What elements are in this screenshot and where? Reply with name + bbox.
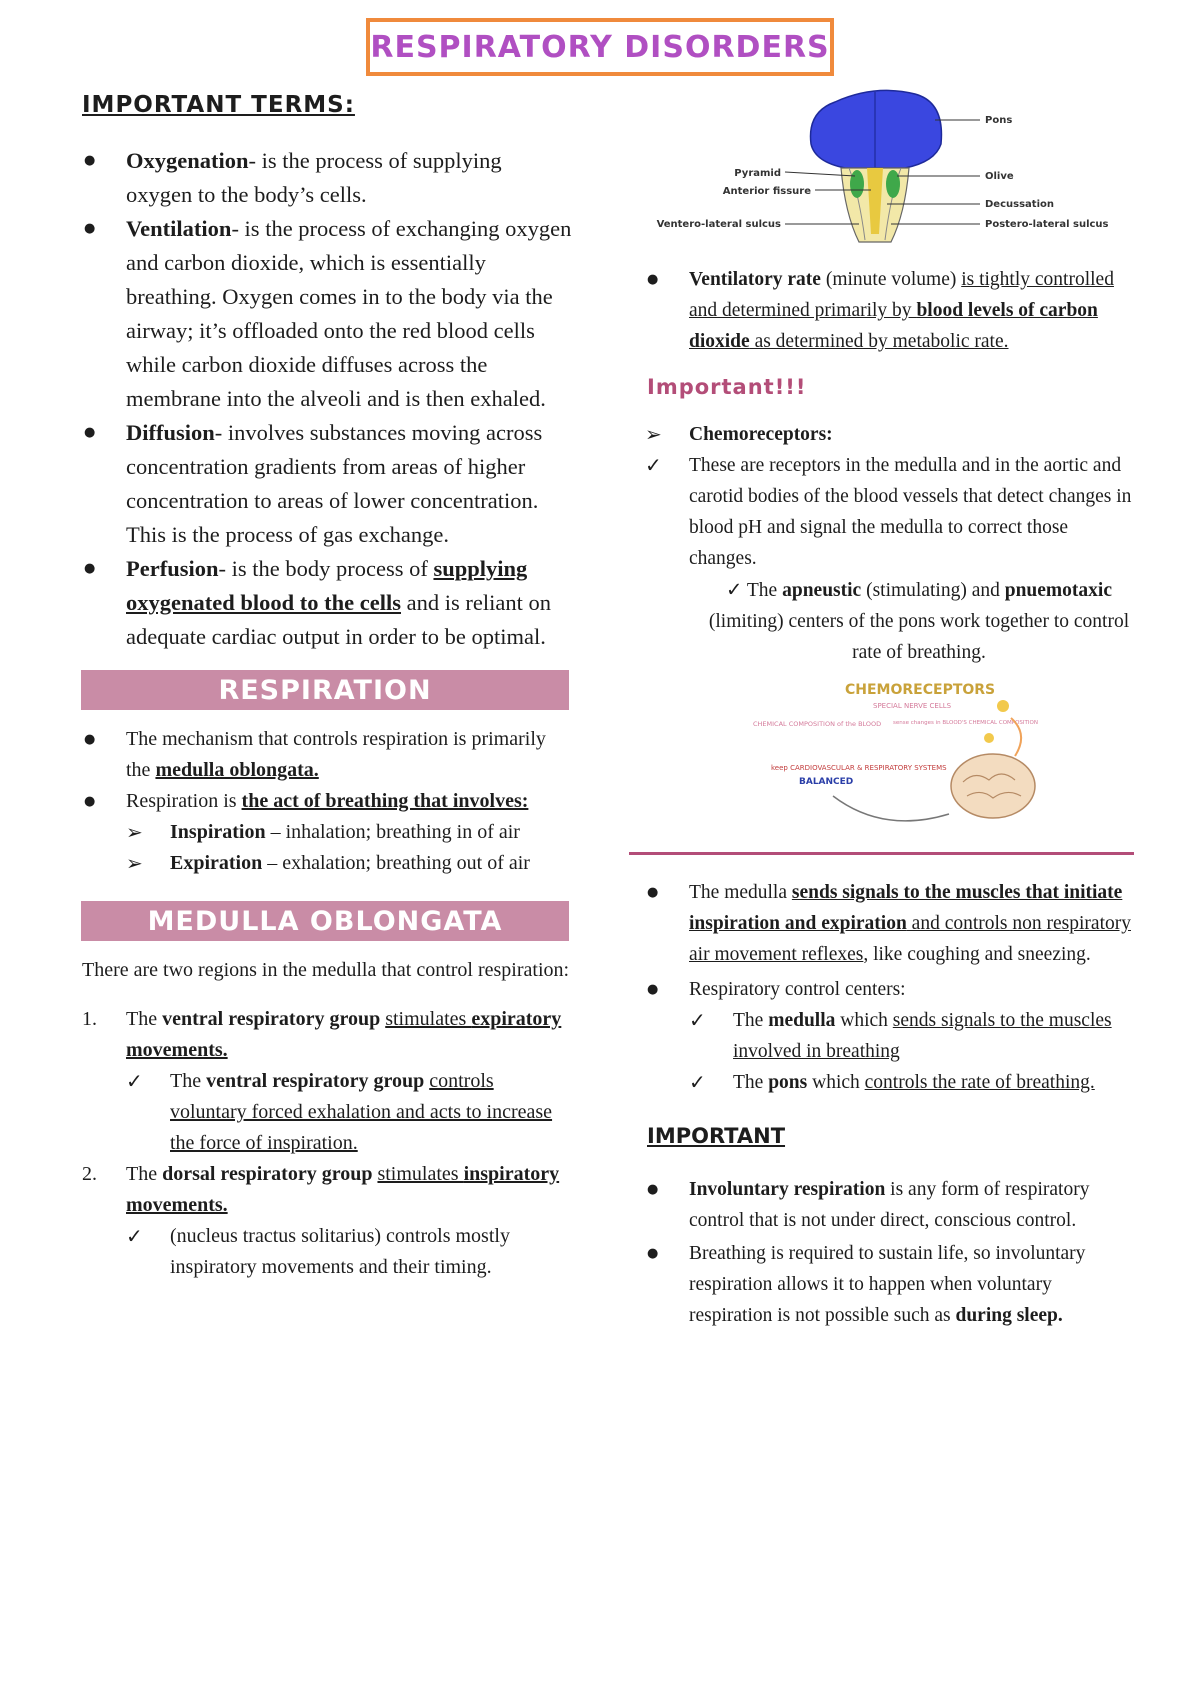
- inspiration-item: ➢ Inspiration – inhalation; breathing in of air: [126, 817, 572, 848]
- check-icon: ✓: [689, 1008, 706, 1032]
- arrow-bullet-icon: ➢: [645, 422, 662, 446]
- respiration-banner: RESPIRATION: [81, 670, 569, 710]
- term-ventilation: ● Ventilation- is the process of exchanging oxygen and carbon dioxide, which is essentially breathing. Oxygen comes in to the body via the airway; it’s offloaded onto the red blood cells while carbon dioxide diffuses across the membrane into the alveoli and is then exhaled.: [82, 212, 572, 416]
- check-icon: ✓: [126, 1224, 143, 1248]
- control-centers-item: ● Respiratory control centers: ✓ The medulla which sends signals to the muscles involved in breathing ✓ The pons which controls the rate of breathing.: [645, 974, 1135, 1098]
- left-column: [82, 88, 572, 1283]
- label-pyramid: Pyramid: [734, 168, 781, 179]
- terms-heading: IMPORTANT TERMS:: [82, 92, 355, 118]
- respiration-list: [82, 724, 572, 879]
- medulla-banner: MEDULLA OBLONGATA: [81, 901, 569, 941]
- chemo-text: ✓ These are receptors in the medulla and in the aortic and carotid bodies of the blood vessels that detect changes in blood pH and signal the medulla to correct those changes.: [645, 450, 1135, 574]
- check-icon: ✓: [126, 1069, 143, 1093]
- important-heading-1: Important!!!: [647, 375, 807, 399]
- brain-icon: [951, 754, 1035, 818]
- term-diffusion: ● Diffusion- involves substances moving across concentration gradients from areas of higher concentration to areas of lower concentration. This is the process of gas exchange.: [82, 416, 572, 552]
- brainstem-diagram: [635, 84, 1125, 254]
- ventral-sub-item: ✓ The ventral respiratory group controls voluntary forced exhalation and acts to increase the force of inspiration.: [126, 1066, 572, 1159]
- chemo-balanced: BALANCED: [799, 777, 854, 787]
- chemo-heading: ➢ Chemoreceptors:: [645, 419, 1135, 450]
- arrow-bullet-icon: ➢: [126, 851, 143, 875]
- chemoreceptors-block: [645, 419, 1135, 668]
- respiration-bullet-2: ● Respiration is the act of breathing that involves: ➢ Inspiration – inhalation; breathing in of air ➢ Expiration – exhalation; breathing out of air: [82, 786, 572, 879]
- terms-list: [82, 144, 572, 654]
- arrow-bullet-icon: ➢: [126, 820, 143, 844]
- medulla-signals-list: [645, 877, 1135, 1098]
- chemo-keep: keep CARDIOVASCULAR & RESPIRATORY SYSTEMS: [771, 764, 947, 772]
- medulla-signals-item: ● The medulla sends signals to the muscles that initiate inspiration and expiration and controls non respiratory air movement reflexes, like coughing and sneezing.: [645, 877, 1135, 970]
- label-postero-lateral: Postero-lateral sulcus: [985, 219, 1109, 230]
- ventilatory-rate-item: ● Ventilatory rate (minute volume) is tightly controlled and determined primarily by blood levels of carbon dioxide as determined by metabolic rate.: [645, 264, 1135, 357]
- ventral-group-item: 1. The ventral respiratory group stimulates expiratory movements. ✓ The ventral respiratory group controls voluntary forced exhalation and acts to increase the force of inspiration.: [82, 1004, 572, 1159]
- chemo-sense: sense changes in BLOOD'S CHEMICAL COMPOSITION: [893, 720, 1038, 726]
- respiration-bullet-1: ● The mechanism that controls respiration is primarily the medulla oblongata.: [82, 724, 572, 786]
- expiration-item: ➢ Expiration – exhalation; breathing out of air: [126, 848, 572, 879]
- label-anterior-fissure: Anterior fissure: [722, 186, 811, 197]
- ventilatory-list: [645, 264, 1135, 357]
- chemo-composition: CHEMICAL COMPOSITION of the BLOOD: [753, 720, 882, 728]
- medulla-list: [82, 1004, 572, 1283]
- chemo-sub: ✓ The apneustic (stimulating) and pnuemotaxic (limiting) centers of the pons work together to control rate of breathing.: [708, 578, 1130, 663]
- involuntary-list: [645, 1174, 1135, 1331]
- medulla-intro: There are two regions in the medulla that control respiration:: [82, 959, 570, 981]
- label-ventero-lateral: Ventero-lateral sulcus: [656, 219, 781, 230]
- right-column: [645, 84, 1135, 1331]
- chemo-special-cells: SPECIAL NERVE CELLS: [873, 702, 952, 710]
- page-title: RESPIRATORY DISORDERS: [366, 18, 834, 76]
- center-medulla: ✓ The medulla which sends signals to the muscles involved in breathing: [689, 1005, 1135, 1067]
- important-heading-2: IMPORTANT: [647, 1124, 786, 1148]
- label-pons: Pons: [985, 115, 1013, 126]
- sleep-item: ● Breathing is required to sustain life, so involuntary respiration allows it to happen when voluntary respiration is not possible such as during sleep.: [645, 1238, 1135, 1331]
- dorsal-sub-item: ✓ (nucleus tractus solitarius) controls mostly inspiratory movements and their timing.: [126, 1221, 572, 1283]
- check-icon: ✓: [726, 578, 743, 601]
- section-divider: [629, 852, 1134, 855]
- check-icon: ✓: [645, 453, 662, 477]
- term-perfusion: ● Perfusion- is the body process of supplying oxygenated blood to the cells and is reliant on adequate cardiac output in order to be optimal.: [82, 552, 572, 654]
- label-decussation: Decussation: [985, 199, 1054, 210]
- dorsal-group-item: 2. The dorsal respiratory group stimulates inspiratory movements. ✓ (nucleus tractus solitarius) controls mostly inspiratory movements and their timing.: [82, 1159, 572, 1283]
- chemo-diagram-title: CHEMORECEPTORS: [845, 682, 996, 698]
- center-pons: ✓ The pons which controls the rate of breathing.: [689, 1067, 1135, 1098]
- term-oxygenation: ● Oxygenation- is the process of supplying oxygen to the body’s cells.: [82, 144, 572, 212]
- label-olive: Olive: [985, 171, 1014, 182]
- chemoreceptors-diagram: [753, 674, 1053, 834]
- involuntary-item: ● Involuntary respiration is any form of respiratory control that is not under direct, conscious control.: [645, 1174, 1135, 1236]
- check-icon: ✓: [689, 1070, 706, 1094]
